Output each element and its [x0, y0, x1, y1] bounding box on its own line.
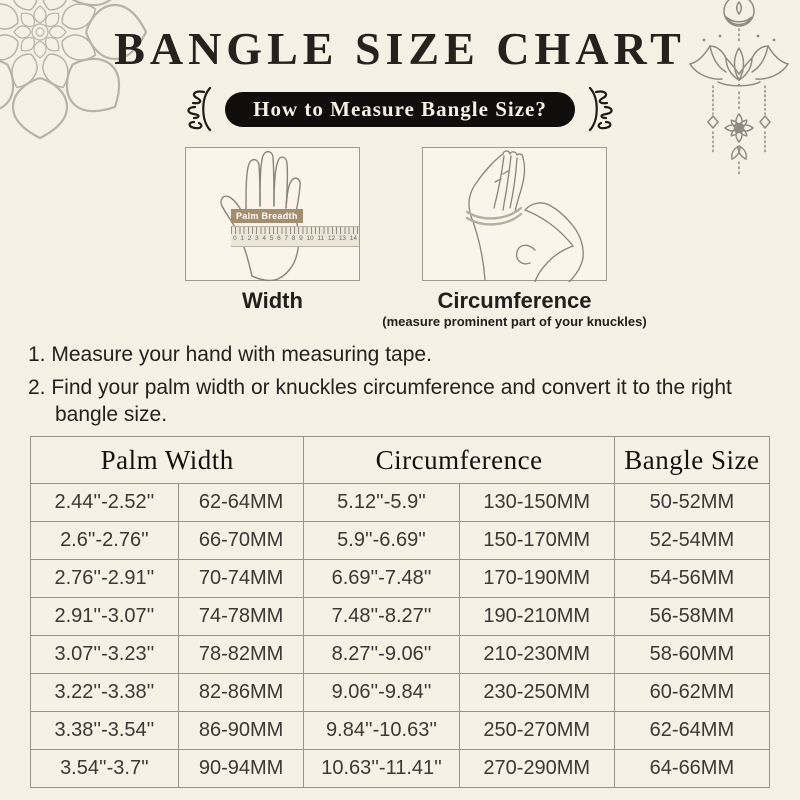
circumference-note: (measure prominent part of your knuckles) [382, 314, 647, 329]
instruction-item [28, 341, 764, 368]
table-cell: 60-62MM [614, 674, 769, 712]
table-cell: 90-94MM [178, 750, 304, 788]
ruler-number: 0 [233, 235, 237, 242]
bangle-size-table [30, 436, 770, 788]
table-row [31, 598, 770, 636]
table-cell: 8.27''-9.06'' [304, 636, 459, 674]
table-row [31, 522, 770, 560]
table-cell: 54-56MM [614, 560, 769, 598]
table-cell: 150-170MM [459, 522, 614, 560]
table-cell: 190-210MM [459, 598, 614, 636]
table-cell: 5.12''-5.9'' [304, 484, 459, 522]
table-cell: 74-78MM [178, 598, 304, 636]
ruler-number: 6 [277, 235, 281, 242]
table-cell: 3.38''-3.54'' [31, 712, 179, 750]
table-cell: 86-90MM [178, 712, 304, 750]
table-cell: 270-290MM [459, 750, 614, 788]
table-row [31, 712, 770, 750]
ruler-number: 10 [306, 235, 314, 242]
table-cell: 3.22''-3.38'' [31, 674, 179, 712]
table-cell: 250-270MM [459, 712, 614, 750]
table-cell: 2.91''-3.07'' [31, 598, 179, 636]
instruction-number: 2. [28, 376, 46, 399]
flourish-left-icon [183, 86, 213, 132]
table-cell: 5.9''-6.69'' [304, 522, 459, 560]
width-caption: Width [242, 288, 303, 313]
table-cell: 82-86MM [178, 674, 304, 712]
table-cell: 78-82MM [178, 636, 304, 674]
ruler-number: 1 [240, 235, 244, 242]
ruler-number: 2 [247, 235, 252, 242]
table-cell: 9.06''-9.84'' [304, 674, 459, 712]
ruler-number: 9 [299, 235, 303, 242]
table-cell: 58-60MM [614, 636, 769, 674]
instructions-list [28, 341, 764, 434]
table-cell: 170-190MM [459, 560, 614, 598]
table-cell: 70-74MM [178, 560, 304, 598]
ruler-number: 7 [284, 235, 289, 242]
ruler-number: 3 [255, 235, 259, 242]
table-cell: 64-66MM [614, 750, 769, 788]
table-cell: 3.54''-3.7'' [31, 750, 179, 788]
flourish-right-icon [587, 86, 617, 132]
col-header-palm-width: Palm Width [31, 437, 304, 484]
col-header-bangle-size: Bangle Size [614, 437, 769, 484]
table-cell: 10.63''-11.41'' [304, 750, 459, 788]
instruction-text: Measure your hand with measuring tape. [51, 343, 432, 366]
instruction-number: 1. [28, 343, 46, 366]
table-cell: 130-150MM [459, 484, 614, 522]
ruler-number: 14 [349, 235, 357, 242]
how-to-measure-banner-row [0, 86, 800, 132]
palm-breadth-tape-label: Palm Breadth [231, 209, 303, 223]
instruction-text: Find your palm width or knuckles circumference and convert it to the right bangle size. [51, 376, 732, 426]
ruler-number: 12 [327, 235, 336, 242]
table-cell: 2.44''-2.52'' [31, 484, 179, 522]
table-cell: 7.48''-8.27'' [304, 598, 459, 636]
table-row [31, 560, 770, 598]
how-to-measure-banner: How to Measure Bangle Size? [225, 92, 575, 127]
table-row [31, 484, 770, 522]
table-cell: 50-52MM [614, 484, 769, 522]
ruler-number: 4 [262, 235, 266, 242]
table-cell: 210-230MM [459, 636, 614, 674]
palm-width-illustration [185, 147, 360, 281]
table-row [31, 750, 770, 788]
ruler-number: 11 [317, 235, 325, 242]
ruler-number: 5 [269, 235, 274, 242]
ruler-numbers [231, 234, 359, 244]
table-cell: 3.07''-3.23'' [31, 636, 179, 674]
col-header-circumference: Circumference [304, 437, 614, 484]
ruler-ticks [231, 227, 359, 234]
knuckle-circumference-illustration [422, 147, 607, 281]
ruler [231, 226, 359, 247]
circumference-caption: Circumference [437, 288, 592, 313]
instruction-item [28, 374, 764, 428]
ruler-number: 13 [338, 235, 347, 242]
table-cell: 66-70MM [178, 522, 304, 560]
table-cell: 62-64MM [178, 484, 304, 522]
table-cell: 62-64MM [614, 712, 769, 750]
table-header-row [31, 437, 770, 484]
page-title: BANGLE SIZE CHART [114, 23, 686, 74]
measuring-hands-icon [423, 148, 608, 282]
ruler-number: 8 [291, 235, 296, 242]
table-cell: 9.84''-10.63'' [304, 712, 459, 750]
table-row [31, 636, 770, 674]
table-cell: 230-250MM [459, 674, 614, 712]
table-cell: 2.76''-2.91'' [31, 560, 179, 598]
table-cell: 2.6''-2.76'' [31, 522, 179, 560]
table-cell: 52-54MM [614, 522, 769, 560]
table-cell: 56-58MM [614, 598, 769, 636]
table-row [31, 674, 770, 712]
table-cell: 6.69''-7.48'' [304, 560, 459, 598]
